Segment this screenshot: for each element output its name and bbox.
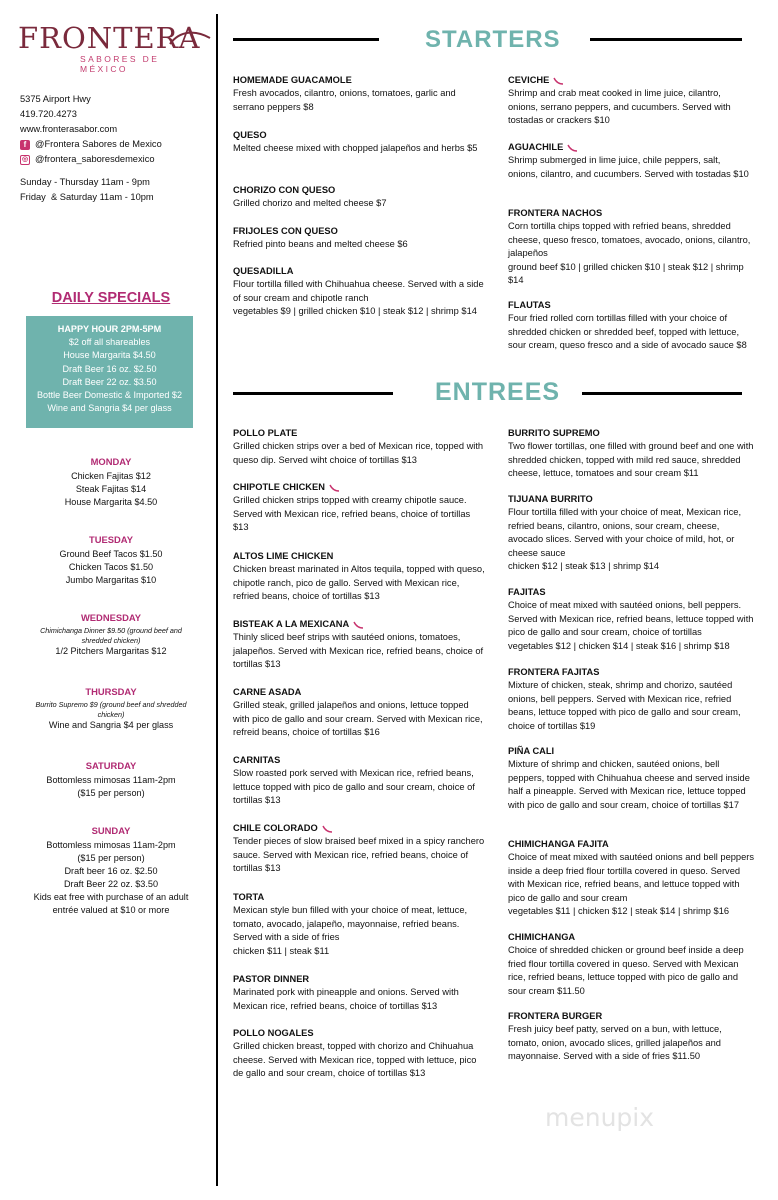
item-name: CHORIZO CON QUESO [233,185,336,195]
spicy-pepper-icon [321,824,333,834]
item-name: FRONTERA NACHOS [508,208,603,218]
instagram-handle: @frontera_saboresdemexico [35,154,155,164]
website-link[interactable]: www.fronterasabor.com [20,124,118,134]
logo-swash-icon [168,28,213,50]
happy-hour-box [26,316,193,428]
item-desc: Two flower tortillas, one filled with ground beef and one with shredded chicken, topped with mild red sauce, shredded cheese, lettuce, tomatoes and sour cream $11 [508,441,754,479]
hours-line: Sunday - Thursday 11am - 9pm [20,177,150,187]
menu-item [233,550,485,604]
item-name: QUESO [233,130,267,140]
item-desc: Grilled chicken breast, topped with chorizo and Chihuahua cheese. Served with Mexican rice, topped with lettuce, pico de gallo and sour cream, choice of tortillas $13 [233,1041,477,1079]
item-name: FRIJOLES CON QUESO [233,226,338,236]
happy-hour-line: Bottle Beer Domestic & Imported $2 [36,390,183,401]
item-desc: Mexican style bun filled with your choice of meat, lettuce, tomato, avocado, jalapeño, mayonnaise, refried beans. Served with a side of fries [233,905,468,943]
special-line: Jumbo Margaritas $10 [65,575,157,585]
special-line: Bottomless mimosas 11am-2pm [46,840,176,850]
item-desc: Mixture of chicken, steak, shrimp and chorizo, sautéed onions, bell peppers. Served with Mexican rice, refried beans, lettuce topped with pico de gallo and sour cream, choice of tortillas $19 [508,680,741,731]
item-name: PIÑA CALI [508,746,555,756]
special-line: ($15 per person) [77,853,145,863]
menu-item [508,838,756,918]
menu-item [233,618,485,672]
menu-item [233,481,485,535]
item-name: POLLO NOGALES [233,1028,314,1038]
item-desc: Flour tortilla filled with Chihuahua cheese. Served with a side of sour cream and chipotle ranch [233,279,484,303]
spicy-pepper-icon [552,76,564,86]
facebook-handle: @Frontera Sabores de Mexico [35,139,162,149]
item-desc: Thinly sliced beef strips with sautéed onions, tomatoes, jalapeños. Served with Mexican rice, refried beans, choice of tortillas $13 [233,632,484,670]
day-name: MONDAY [90,456,132,467]
entrees-title: ENTREES [435,378,561,406]
item-name: CARNE ASADA [233,687,302,697]
item-desc: Four fried rolled corn tortillas filled with your choice of shredded chicken or shredded beef, topped with lettuce, sour cream, queso fresco and a side of avocado sauce $8 [508,313,747,351]
special-sunday [0,824,222,917]
spicy-pepper-icon [328,483,340,493]
menu-item [508,74,752,128]
special-line: ($15 per person) [77,788,145,798]
item-price-line: chicken $11 | steak $11 [233,945,330,956]
happy-hour-heading: HAPPY HOUR 2PM-5PM [57,324,162,334]
starters-rule-left [233,38,379,41]
menu-item [233,1027,485,1081]
instagram-row[interactable] [20,152,162,167]
brand-name: FRONTERA [18,21,201,55]
item-name: FLAUTAS [508,300,551,310]
item-desc: Corn tortilla chips topped with refried beans, shredded cheese, queso fresco, tomatoes, avocado, onions, cilantro, jalapeños [508,221,751,259]
special-line: House Margarita $4.50 [64,497,158,507]
item-desc: Grilled steak, grilled jalapeños and onions, lettuce topped with pico de gallo and sour cream. Served with Mexican rice, refreid beans, choice of tortillas $16 [233,700,483,738]
spicy-pepper-icon [352,620,364,630]
opening-hours [20,175,154,205]
menu-item [233,265,485,319]
item-name: ALTOS LIME CHICKEN [233,551,334,561]
special-line: Chicken Tacos $1.50 [68,562,154,572]
happy-hour-line: Wine and Sangria $4 per glass [47,403,172,414]
special-line: Kids eat free with purchase of an adult entrée valued at $10 or more [33,892,189,915]
menu-item [233,973,485,1013]
item-desc: Shrimp and crab meat cooked in lime juice, cilantro, onions, serrano peppers, and cucumbers. Served with tostadas or crackers $10 [508,88,731,126]
item-name: HOMEMADE GUACAMOLE [233,75,352,85]
item-name: TORTA [233,892,265,902]
item-desc: Fresh avocados, cilantro, onions, tomatoes, garlic and serrano peppers $8 [233,88,456,112]
brand-logo [18,22,208,74]
menu-item [233,686,485,740]
item-name: CHIPOTLE CHICKEN [233,482,325,492]
menu-item [508,586,754,653]
item-desc: Grilled chorizo and melted cheese $7 [233,198,387,209]
phone[interactable]: 419.720.4273 [20,109,77,119]
menu-item [233,74,483,114]
item-desc: Marinated pork with pineapple and onions. Served with Mexican rice, refried beans, choice of tortillas $13 [233,987,459,1011]
column-divider [216,14,218,1186]
address: 5375 Airport Hwy [20,94,91,104]
special-tuesday [0,533,222,587]
happy-hour-line: House Margarita $4.50 [63,350,156,361]
special-line: Ground Beef Tacos $1.50 [59,549,163,559]
special-line: 1/2 Pitchers Margaritas $12 [55,646,167,656]
item-name: CHILE COLORADO [233,823,318,833]
item-desc: Choice of shredded chicken or ground beef inside a deep fried flour tortilla covered in queso. Served with Mexican rice, refried beans, lettuce topped with pico de gallo and sour cream $11.50 [508,945,744,996]
menu-item [508,1010,754,1064]
spicy-pepper-icon [566,143,578,153]
menu-item [233,225,483,252]
sidebar [0,0,212,1200]
item-desc: Grilled chicken strips over a bed of Mexican rice, topped with queso dip. Served wiht choice of tortillas $13 [233,441,484,465]
item-name: PASTOR DINNER [233,974,310,984]
menu-item [233,822,485,876]
menu-item [508,299,752,353]
special-line: Bottomless mimosas 11am-2pm [46,775,176,785]
item-name: FRONTERA BURGER [508,1011,603,1021]
instagram-icon: ◎ [21,155,29,163]
special-thursday [0,685,222,732]
special-wednesday [0,611,222,658]
menu-item [508,493,754,573]
entrees-rule-right [582,392,742,395]
day-name: TUESDAY [89,534,133,545]
item-name: QUESADILLA [233,266,294,276]
daily-specials-title: DAILY SPECIALS [51,290,171,306]
starters-title: STARTERS [425,26,561,53]
item-price-line: vegetables $12 | chicken $14 | steak $16 | shrimp $18 [508,640,730,651]
starters-rule-right [590,38,742,41]
item-name: CEVICHE [508,75,550,85]
item-name: BISTEAK A LA MEXICANA [233,619,350,629]
item-name: POLLO PLATE [233,428,298,438]
menu-item [233,184,483,211]
item-name: AGUACHILE [508,142,564,152]
item-desc: Choice of meat mixed with sautéed onions and bell peppers inside a deep fried flour tortilla covered in queso. Served with Mexican rice, refried beans, and lettuce topped with pico de gallo and sour cream [508,852,754,903]
special-line: Wine and Sangria $4 per glass [48,720,174,730]
special-note: Chimichanga Dinner $9.50 (ground beef and shredded chicken) [40,626,182,645]
item-desc: Melted cheese mixed with chopped jalapeños and herbs $5 [233,143,478,154]
entrees-rule-left [233,392,393,395]
day-name: SATURDAY [85,760,137,771]
special-saturday [0,759,222,800]
day-name: WEDNESDAY [80,612,142,623]
facebook-icon: f [20,140,30,150]
item-desc: Refried pinto beans and melted cheese $6 [233,239,408,250]
item-desc: Flour tortilla filled with your choice of meat, Mexican rice, refried beans, cilantro, onions, sour cream, cheese, avocado slices. Served with your choice of mild, hot, or cheese sauce [508,507,742,558]
item-desc: Grilled chicken strips topped with creamy chipotle sauce. Served with Mexican rice, refried beans, choice of tortillas $13 [233,495,471,533]
menu-item [508,427,754,481]
item-desc: Choice of meat mixed with sautéed onions, bell peppers. Served with Mexican rice, refried beans, lettuce topped with pico de gallo and sour cream, choice of tortillas [508,600,754,638]
item-desc: Chicken breast marinated in Altos tequila, topped with queso, chipotle ranch, pico de gallo. Served with Mexican rice, refried beans, choice of tortillas $13 [233,564,485,602]
menu-item [233,891,485,958]
item-name: CARNITAS [233,755,281,765]
menu-item [233,427,485,467]
watermark: menupix [545,1103,655,1132]
item-name: BURRITO SUPREMO [508,428,600,438]
happy-hour-line: Draft Beer 22 oz. $3.50 [62,376,157,387]
special-line: Draft Beer 22 oz. $3.50 [63,879,159,889]
contact-info [20,92,162,167]
special-note: Burrito Supremo $9 (ground beef and shredded chicken) [35,700,187,719]
item-desc: Tender pieces of slow braised beef mixed in a spicy ranchero sauce. Served with Mexican rice, refried beans, choice of tortillas $13 [233,836,485,874]
item-price-line: vegetables $11 | chicken $12 | steak $14 | shrimp $16 [508,906,730,917]
item-desc: Fresh juicy beef patty, served on a bun, with lettuce, tomato, onion, avocado slices, grilled jalapeños and mayonnaise. Served with a side of fries $11.50 [508,1024,722,1062]
item-price-line: vegetables $9 | grilled chicken $10 | steak $12 | shrimp $14 [233,306,477,317]
item-name: CHIMICHANGA FAJITA [508,839,609,849]
menu-item [233,129,483,156]
special-monday [0,455,222,509]
item-name: FAJITAS [508,587,546,597]
facebook-row[interactable] [20,137,162,152]
special-line: Chicken Fajitas $12 [71,471,151,481]
item-desc: Shrimp submerged in lime juice, chile peppers, salt, onions, cilantro, and cucumbers. Served with tostadas $10 [508,155,749,179]
happy-hour-line: Draft Beer 16 oz. $2.50 [62,363,157,374]
special-line: Steak Fajitas $14 [75,484,147,494]
item-name: CHIMICHANGA [508,932,576,942]
happy-hour-line: $2 off all shareables [68,337,151,348]
special-line: Draft beer 16 oz. $2.50 [64,866,158,876]
menu-item [233,754,485,808]
hours-line: Friday & Saturday 11am - 10pm [20,192,154,202]
item-name: TIJUANA BURRITO [508,494,593,504]
menu-item [508,141,752,181]
item-name: FRONTERA FAJITAS [508,667,600,677]
brand-tagline: SABORES DE MÉXICO [80,54,160,74]
day-name: THURSDAY [85,686,137,697]
item-desc: Mixture of shrimp and chicken, sautéed onions, bell peppers, topped with Chihuahua cheese and served inside half a pineapple. Served with Mexican rice, lettuce topped with pico de gallo and sour cream, choice of tortillas $17 [508,759,750,810]
menu-item [508,666,754,733]
day-name: SUNDAY [91,825,131,836]
item-price-line: chicken $12 | steak $13 | shrimp $14 [508,561,660,572]
menu-item [508,931,756,998]
item-price-line: ground beef $10 | grilled chicken $10 | steak $12 | shrimp $14 [508,261,744,286]
menu-item [508,745,754,812]
menu-item [508,207,752,287]
item-desc: Slow roasted pork served with Mexican rice, refried beans, lettuce topped with pico de gallo and sour cream, choice of tortillas $13 [233,768,475,806]
